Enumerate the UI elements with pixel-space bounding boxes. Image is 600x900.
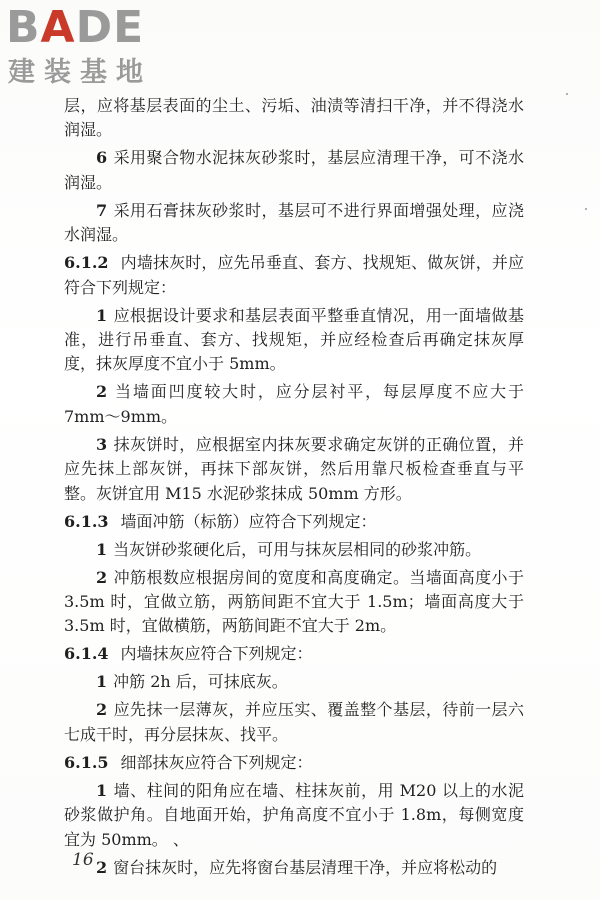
section-number: 6.1.2 [64,253,109,273]
logo-letter-b: B [6,2,41,53]
scan-speck [585,208,587,210]
paragraph-continuation [64,94,524,143]
paragraph-text: 采用石膏抹灰砂浆时，基层可不进行界面增强处理，应浇水润湿。 [64,200,524,245]
paragraph-text: 内墙抹灰时，应先吊垂直、套方、找规矩、做灰饼，并应符合下列规定： [64,253,524,297]
paragraph-text: 当墙面凹度较大时，应分层衬平，每层厚度不应大于 7mm～9mm。 [64,382,524,426]
list-item [64,304,524,377]
paragraph-text: 细部抹灰应符合下列规定： [120,752,313,772]
paragraph-text: 内墙抹灰应符合下列规定： [120,644,313,664]
logo-letter-a-accent: A [40,2,76,53]
list-item [64,779,524,852]
item-number: 3 [96,434,108,454]
list-item [64,380,524,429]
logo-chinese-text: 建装基地 [8,57,152,88]
item-number: 7 [96,200,108,220]
item-number: 2 [96,857,108,877]
paragraph-text: 当灰饼砂浆硬化后，可用与抹灰层相同的砂浆冲筋。 [113,539,482,559]
item-number: 2 [96,382,108,402]
paragraph-text: 冲筋根数应根据房间的宽度和高度确定。当墙面高度小于 3.5m 时，宜做立筋，两筋间距不宜大于 1.5m；墙面高度大于 3.5m 时，宜做横筋，两筋间距不宜大于 2m。 [64,567,524,636]
item-number: 2 [96,700,108,720]
body-text [64,94,524,884]
list-item [64,433,524,506]
section-clause [64,642,524,666]
paragraph-text: 窗台抹灰时，应先将窗台基层清理干净，并应将松动的 [113,857,498,877]
paragraph-text: 冲筋 2h 后，可抹底灰。 [113,672,288,692]
page-number: 16 [72,850,94,870]
paragraph-text: 抹灰饼时，应根据室内抹灰要求确定灰饼的正确位置，并应先抹上部灰饼，再抹下部灰饼，然后用靠尺板检查垂直与平整。灰饼宜用 M15 水泥砂浆抹成 50mm 方形。 [64,434,524,503]
paragraph-text: 墙、柱间的阳角应在墙、柱抹灰前，用 M20 以上的水泥砂浆做护角。自地面开始，护角高度不宜小于 1.8m，每侧宽度宜为 50mm。 、 [64,780,524,849]
paragraph-text: 墙面冲筋（标筋）应符合下列规定： [120,511,377,531]
section-number: 6.1.4 [64,644,109,664]
list-item [64,566,524,639]
bade-logo [6,4,186,94]
item-number: 2 [96,567,108,587]
paragraph-text: 层，应将基层表面的尘土、污垢、油渍等清扫干净，并不得浇水润湿。 [64,96,524,140]
section-clause [64,251,524,300]
section-clause [64,510,524,534]
section-number: 6.1.3 [64,511,109,531]
paragraph-text: 应先抹一层薄灰，并应压实、覆盖整个基层，待前一层六七成干时，再分层抹灰、找平。 [64,700,524,744]
list-item [64,146,524,195]
item-number: 1 [96,539,108,559]
item-number: 6 [96,148,108,168]
list-item [64,538,524,562]
logo-letters-de: DE [75,2,145,53]
paragraph-text: 采用聚合物水泥抹灰砂浆时，基层应清理干净，可不浇水润湿。 [64,148,524,192]
scan-speck [566,93,568,95]
paragraph-text: 应根据设计要求和基层表面平整垂直情况，用一面墙做基准，进行吊垂直、套方、找规矩，并应经检查后再确定抹灰厚度，抹灰厚度不宜小于 5mm。 [64,305,524,374]
item-number: 1 [96,780,108,800]
list-item [64,856,524,880]
item-number: 1 [96,305,108,325]
bade-wordmark [6,4,144,52]
section-clause [64,751,524,775]
list-item [64,199,524,248]
item-number: 1 [96,672,108,692]
section-number: 6.1.5 [64,752,109,772]
list-item [64,698,524,747]
list-item [64,670,524,694]
